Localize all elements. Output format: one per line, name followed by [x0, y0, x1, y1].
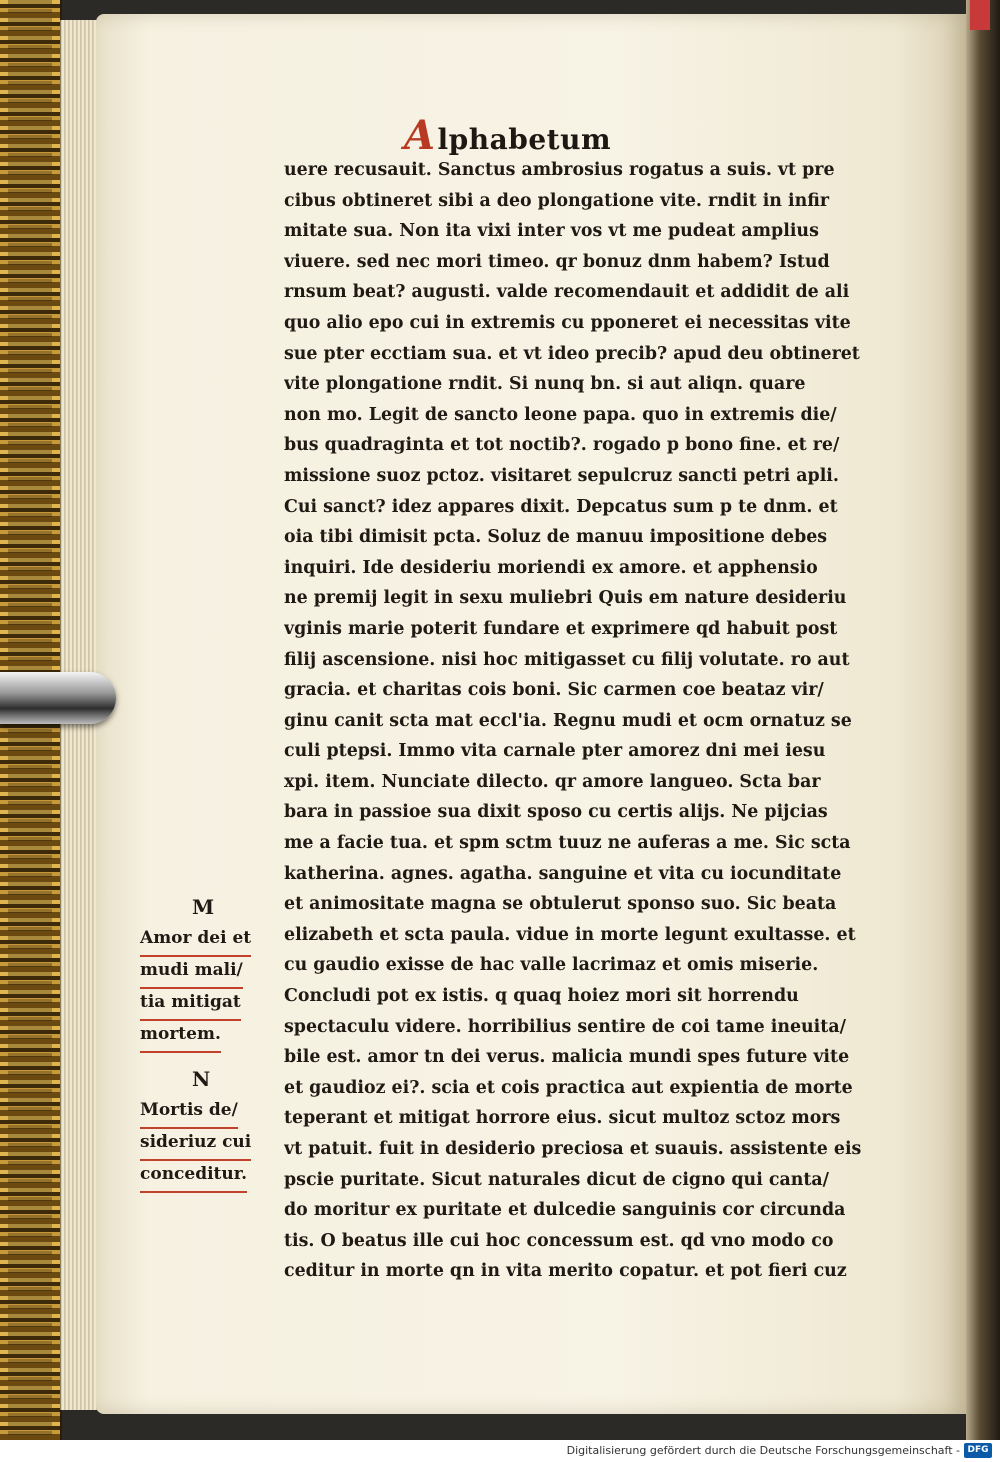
- text-line: oia tibi dimisit pcta. Soluz de manuu impositione debes: [284, 527, 828, 548]
- dfg-logo: DFG: [964, 1443, 992, 1458]
- gutter: [966, 0, 1000, 1440]
- text-line: elizabeth et scta paula. vidue in morte legunt exultasse. et: [284, 924, 856, 945]
- text-line: Cui sanct? idez appares dixit. Depcatus sum p te dnm. et: [284, 496, 838, 517]
- text-line: missione suoz pctoz. visitaret sepulcruz sancti petri apli.: [284, 465, 839, 486]
- marginal-note-1: [140, 893, 280, 1053]
- text-line: non mo. Legit de sancto leone papa. quo in extremis die/: [284, 404, 837, 425]
- marginal-line: mortem.: [140, 1021, 221, 1053]
- text-line: culi ptepsi. Immo vita carnale pter amorez dni mei iesu: [284, 741, 826, 762]
- text-line: et gaudioz ei?. scia et cois practica aut expientia de morte: [284, 1077, 853, 1098]
- running-head-rest: lphabetum: [437, 123, 612, 156]
- text-line: gracia. et charitas cois boni. Sic carmen coe beataz vir/: [284, 680, 824, 701]
- text-line: Concludi pot ex istis. q quaq hoiez mori sit horrendu: [284, 986, 799, 1007]
- text-line: sue pter ecctiam sua. et vt ideo precib? apud deu obtineret: [284, 343, 860, 364]
- marginal-line: Amor dei et: [140, 925, 251, 957]
- text-line: pscie puritate. Sicut naturales dicut de cigno qui canta/: [284, 1169, 830, 1190]
- marginal-line: conceditur.: [140, 1161, 247, 1193]
- text-line: mitate sua. Non ita vixi inter vos vt me pudeat amplius: [284, 221, 819, 242]
- text-line: bara in passioe sua dixit sposo cu certis alijs. Ne pijcias: [284, 802, 828, 823]
- text-line: et animositate magna se obtulerut sponso suo. Sic beata: [284, 894, 837, 915]
- text-line: katherina. agnes. agatha. sanguine et vita cu iocunditate: [284, 863, 842, 884]
- text-line: vt patuit. fuit in desiderio preciosa et suauis. assistente eis: [284, 1139, 862, 1159]
- text-line: cu gaudio exisse de hac valle lacrimaz et omis miserie.: [284, 955, 819, 976]
- text-line: rnsum beat? augusti. valde recomendauit et addidit de ali: [284, 282, 850, 303]
- marginal-line: mudi mali/: [140, 957, 243, 989]
- footer-credit: Digitalisierung gefördert durch die Deutsche Forschungsgemeinschaft -: [566, 1444, 960, 1457]
- text-line: spectaculu videre. horribilius sentire de coi tame ineuita/: [284, 1016, 846, 1037]
- marginal-line: Mortis de/: [140, 1097, 238, 1129]
- text-line: viuere. sed nec mori timeo. qr bonuz dnm habem? Istud: [284, 251, 830, 272]
- text-line: xpi. item. Nunciate dilecto. qr amore langueo. Scta bar: [284, 771, 821, 792]
- text-line: quo alio epo cui in extremis cu pponeret ei necessitas vite: [284, 312, 851, 333]
- text-line: bus quadraginta et tot noctib?. rogado p bono fine. et re/: [284, 435, 840, 456]
- text-line: inquiri. Ide desideriu moriendi ex amore. et apphensio: [284, 557, 818, 578]
- text-line: ne premij legit in sexu muliebri Quis em nature desideriu: [284, 588, 847, 609]
- text-line: ceditur in morte qn in vita merito copatur. et pot fieri cuz: [284, 1261, 847, 1282]
- signature-mark: M: [192, 895, 215, 919]
- text-line: teperant et mitigat horrore eius. sicut multoz sctoz mors: [284, 1108, 841, 1129]
- bookmark-clip: [0, 672, 116, 724]
- text-line: me a facie tua. et spm sctm tuuz ne auferas a me. Sic scta: [284, 833, 851, 854]
- marginal-line: sideriuz cui: [140, 1129, 251, 1161]
- text-line: vginis marie poterit fundare et exprimere qd habuit post: [284, 618, 838, 639]
- signature-mark: N: [192, 1067, 211, 1091]
- text-line: cibus obtineret sibi a deo plongatione vite. rndit in infir: [284, 190, 830, 211]
- marginal-line: tia mitigat: [140, 989, 241, 1021]
- text-line: bile est. amor tn dei verus. malicia mundi spes future vite: [284, 1047, 850, 1068]
- text-line: uere recusauit. Sanctus ambrosius rogatus a suis. vt pre: [284, 160, 835, 180]
- text-line: vite plongatione rndit. Si nunq bn. si aut aliqn. quare: [284, 374, 806, 395]
- body-text: [284, 155, 894, 1287]
- running-head: [404, 112, 611, 159]
- text-line: filij ascensione. nisi hoc mitigasset cu filij volutate. ro aut: [284, 649, 850, 670]
- marginal-note-2: [140, 1065, 280, 1193]
- footer: [0, 1440, 1000, 1462]
- text-line: tis. O beatus ille cui hoc concessum est. qd vno modo co: [284, 1230, 834, 1251]
- text-line: do moritur ex puritate et dulcedie sanguinis cor circunda: [284, 1200, 846, 1221]
- running-head-initial: A: [404, 112, 436, 159]
- text-line: ginu canit scta mat eccl'ia. Regnu mudi et ocm ornatuz se: [284, 710, 852, 731]
